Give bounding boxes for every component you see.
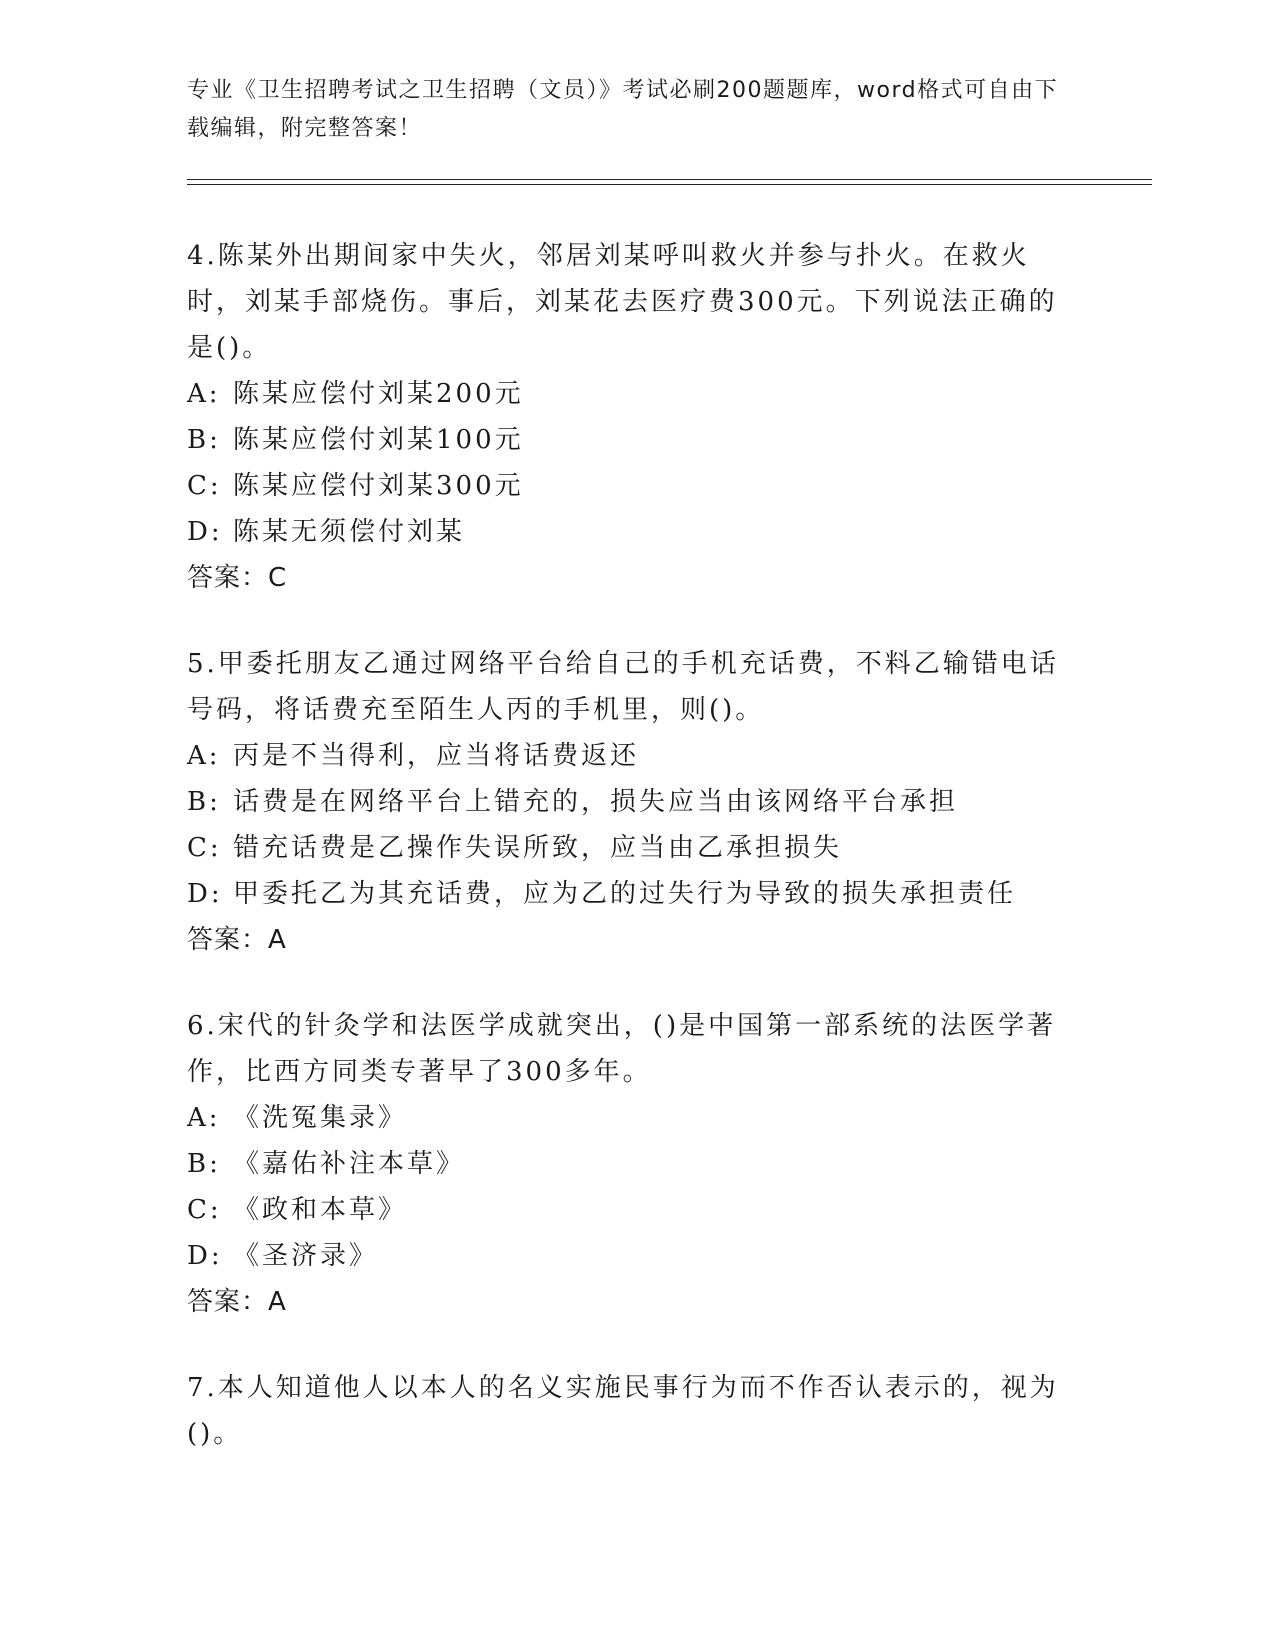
header-rule-top bbox=[187, 179, 1152, 180]
option-c bbox=[187, 463, 1067, 509]
answer: 答案：A bbox=[187, 1287, 287, 1317]
option-letter: B: bbox=[187, 425, 221, 455]
option-b bbox=[187, 779, 1067, 825]
option-d bbox=[187, 509, 1067, 555]
option-text: 错充话费是乙操作失误所致，应当由乙承担损失 bbox=[233, 833, 843, 863]
option-letter: B: bbox=[187, 787, 221, 817]
option-letter: C: bbox=[187, 471, 222, 501]
option-b bbox=[187, 417, 1067, 463]
option-letter: D: bbox=[187, 1241, 223, 1271]
option-text: 陈某应偿付刘某200元 bbox=[233, 379, 524, 409]
option-letter: D: bbox=[187, 517, 223, 547]
question-text: 7.本人知道他人以本人的名义实施民事行为而不作否认表示的，视为()。 bbox=[187, 1373, 1059, 1449]
question-5 bbox=[187, 641, 1067, 963]
option-a bbox=[187, 1095, 1067, 1141]
option-letter: B: bbox=[187, 1149, 221, 1179]
option-letter: C: bbox=[187, 833, 222, 863]
header-rule-bottom bbox=[187, 184, 1152, 185]
option-a bbox=[187, 371, 1067, 417]
option-text: 丙是不当得利，应当将话费返还 bbox=[233, 741, 640, 771]
option-b bbox=[187, 1141, 1067, 1187]
option-text: 《政和本草》 bbox=[233, 1195, 408, 1225]
option-c bbox=[187, 825, 1067, 871]
option-text: 话费是在网络平台上错充的，损失应当由该网络平台承担 bbox=[233, 787, 959, 817]
question-4 bbox=[187, 233, 1067, 601]
option-a bbox=[187, 733, 1067, 779]
question-text: 4.陈某外出期间家中失火，邻居刘某呼叫救火并参与扑火。在救火时，刘某手部烧伤。事后，刘某花去医疗费300元。下列说法正确的是()。 bbox=[187, 241, 1058, 363]
answer: 答案：C bbox=[187, 563, 288, 593]
question-7 bbox=[187, 1365, 1067, 1457]
option-letter: D: bbox=[187, 879, 223, 909]
option-letter: A: bbox=[187, 1103, 221, 1133]
option-text: 《嘉佑补注本草》 bbox=[233, 1149, 466, 1179]
option-text: 陈某应偿付刘某300元 bbox=[233, 471, 524, 501]
option-text: 陈某无须偿付刘某 bbox=[233, 517, 466, 547]
answer: 答案：A bbox=[187, 925, 287, 955]
document-header: 专业《卫生招聘考试之卫生招聘（文员）》考试必刷200题题库，word格式可自由下载编辑，附完整答案！ bbox=[187, 78, 1059, 141]
option-text: 陈某应偿付刘某100元 bbox=[233, 425, 524, 455]
option-text: 《洗冤集录》 bbox=[233, 1103, 408, 1133]
option-text: 甲委托乙为其充话费，应为乙的过失行为导致的损失承担责任 bbox=[233, 879, 1017, 909]
option-letter: A: bbox=[187, 379, 221, 409]
option-text: 《圣济录》 bbox=[233, 1241, 379, 1271]
option-d bbox=[187, 871, 1067, 917]
question-text: 6.宋代的针灸学和法医学成就突出，()是中国第一部系统的法医学著作，比西方同类专著早了300多年。 bbox=[187, 1011, 1057, 1087]
option-letter: C: bbox=[187, 1195, 222, 1225]
question-text: 5.甲委托朋友乙通过网络平台给自己的手机充话费，不料乙输错电话号码，将话费充至陌生人丙的手机里，则()。 bbox=[187, 649, 1059, 725]
question-6 bbox=[187, 1003, 1067, 1325]
option-letter: A: bbox=[187, 741, 221, 771]
option-d bbox=[187, 1233, 1067, 1279]
option-c bbox=[187, 1187, 1067, 1233]
